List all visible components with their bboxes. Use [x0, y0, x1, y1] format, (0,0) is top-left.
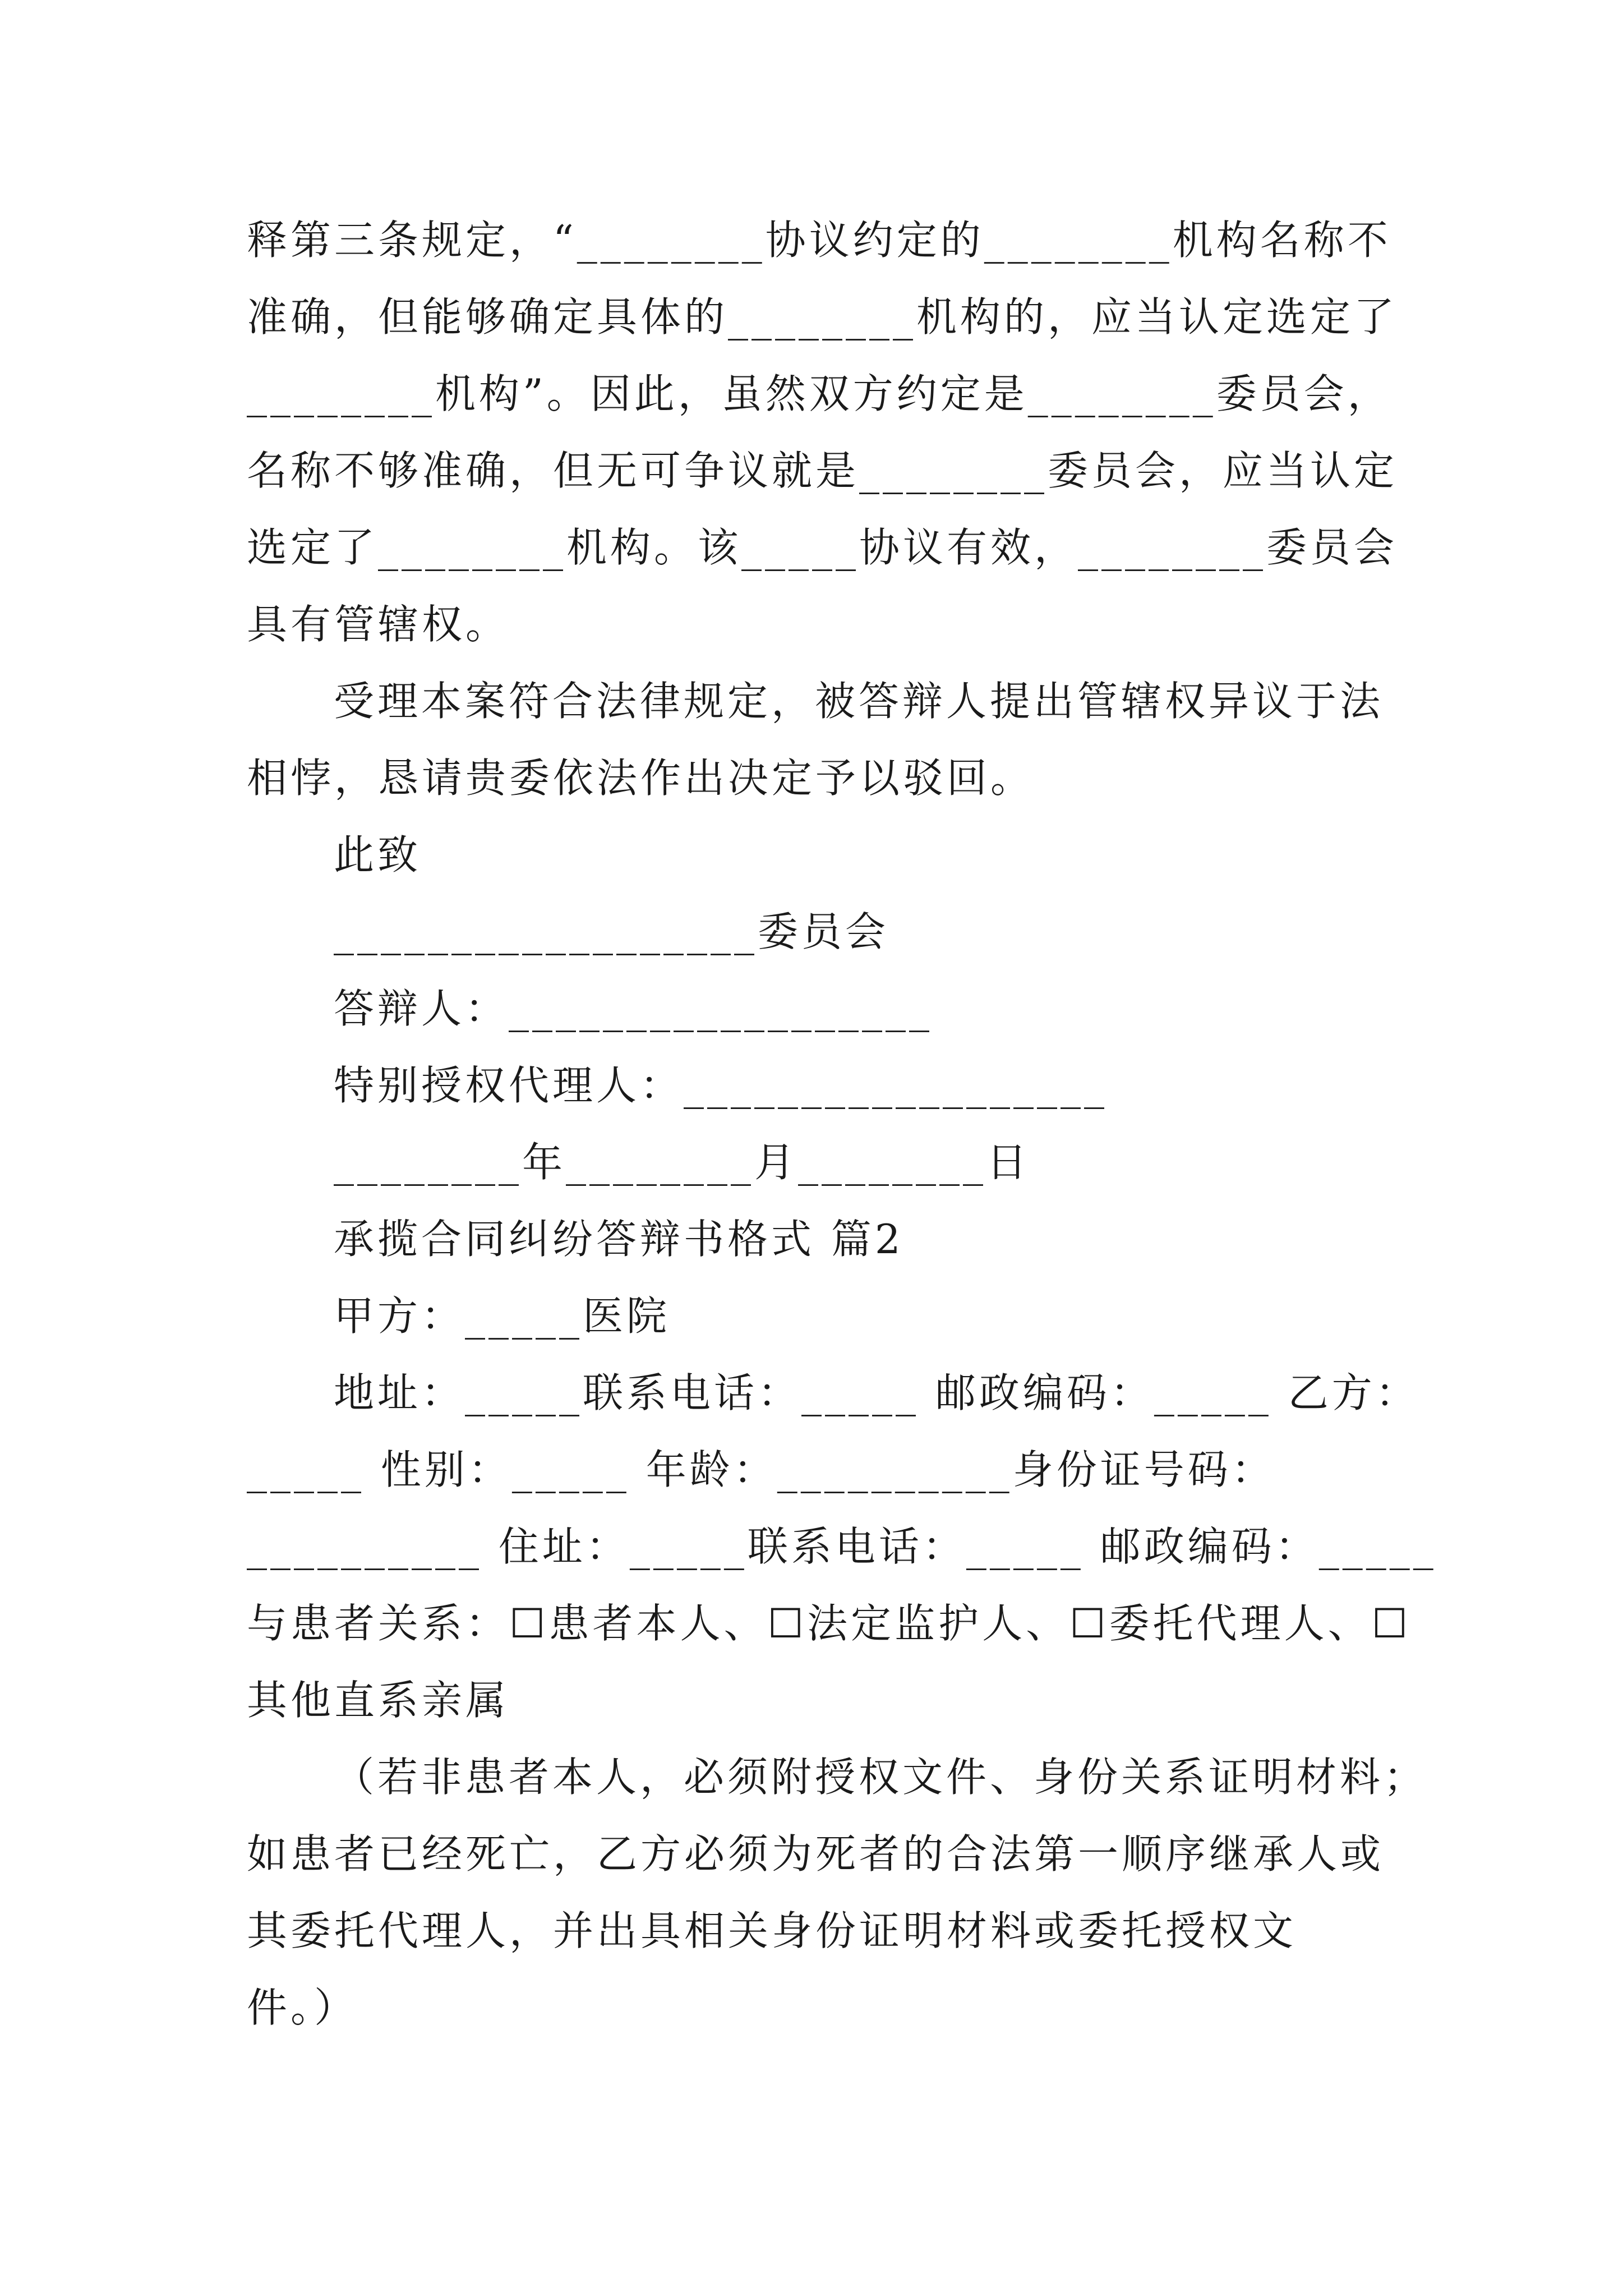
- address-line: 地址：_____联系电话：_____ 邮政编码：_____ 乙方：: [334, 1369, 1419, 1416]
- body-text-line: 件。）: [247, 1984, 358, 2031]
- respondent-line: 答辩人：__________________: [334, 985, 933, 1032]
- relation-options-line: 与患者关系：☐患者本人、☐法定监护人、☐委托代理人、☐: [247, 1600, 1412, 1647]
- body-text-line: 如患者已经死亡，乙方必须为死者的合法第一顺序继承人或: [247, 1830, 1385, 1878]
- salutation: 此致: [334, 831, 422, 878]
- body-text-line: 其委托代理人，并出具相关身份证明材料或委托授权文: [247, 1907, 1297, 1954]
- body-text-line: 准确，但能够确定具体的________机构的，应当认定选定了: [247, 293, 1398, 341]
- body-text-line: 名称不够准确，但无可争议就是________委员会，应当认定: [247, 447, 1398, 494]
- section-heading: 承揽合同纠纷答辩书格式 篇2: [334, 1216, 904, 1263]
- agent-line: 特别授权代理人：__________________: [334, 1062, 1108, 1109]
- date-line: ________年________月________日: [334, 1139, 1030, 1186]
- body-text-line: __________ 住址：_____联系电话：_____ 邮政编码：_____: [247, 1523, 1437, 1570]
- paragraph-first-line: 受理本案符合法律规定，被答辩人提出管辖权异议于法: [334, 678, 1384, 725]
- note-first-line: （若非患者本人，必须附授权文件、身份关系证明材料；: [334, 1754, 1428, 1801]
- body-text-line: 选定了________机构。该_____协议有效，________委员会: [247, 524, 1398, 571]
- body-text-line: 具有管辖权。: [247, 601, 510, 648]
- recipient-line: __________________委员会: [334, 908, 889, 955]
- body-text-line: 释第三条规定，“________协议约定的________机构名称不: [247, 217, 1391, 264]
- body-text-line: 相悖，恳请贵委依法作出决定予以驳回。: [247, 754, 1035, 802]
- party-a-line: 甲方：_____医院: [334, 1292, 671, 1340]
- body-text-line: ________机构”。因此，虽然双方约定是________委员会，: [247, 370, 1391, 417]
- document-page: [247, 202, 1437, 2046]
- body-text-line: _____ 性别：_____ 年龄：__________身份证号码：: [247, 1446, 1275, 1493]
- body-text-line: 其他直系亲属: [247, 1677, 510, 1724]
